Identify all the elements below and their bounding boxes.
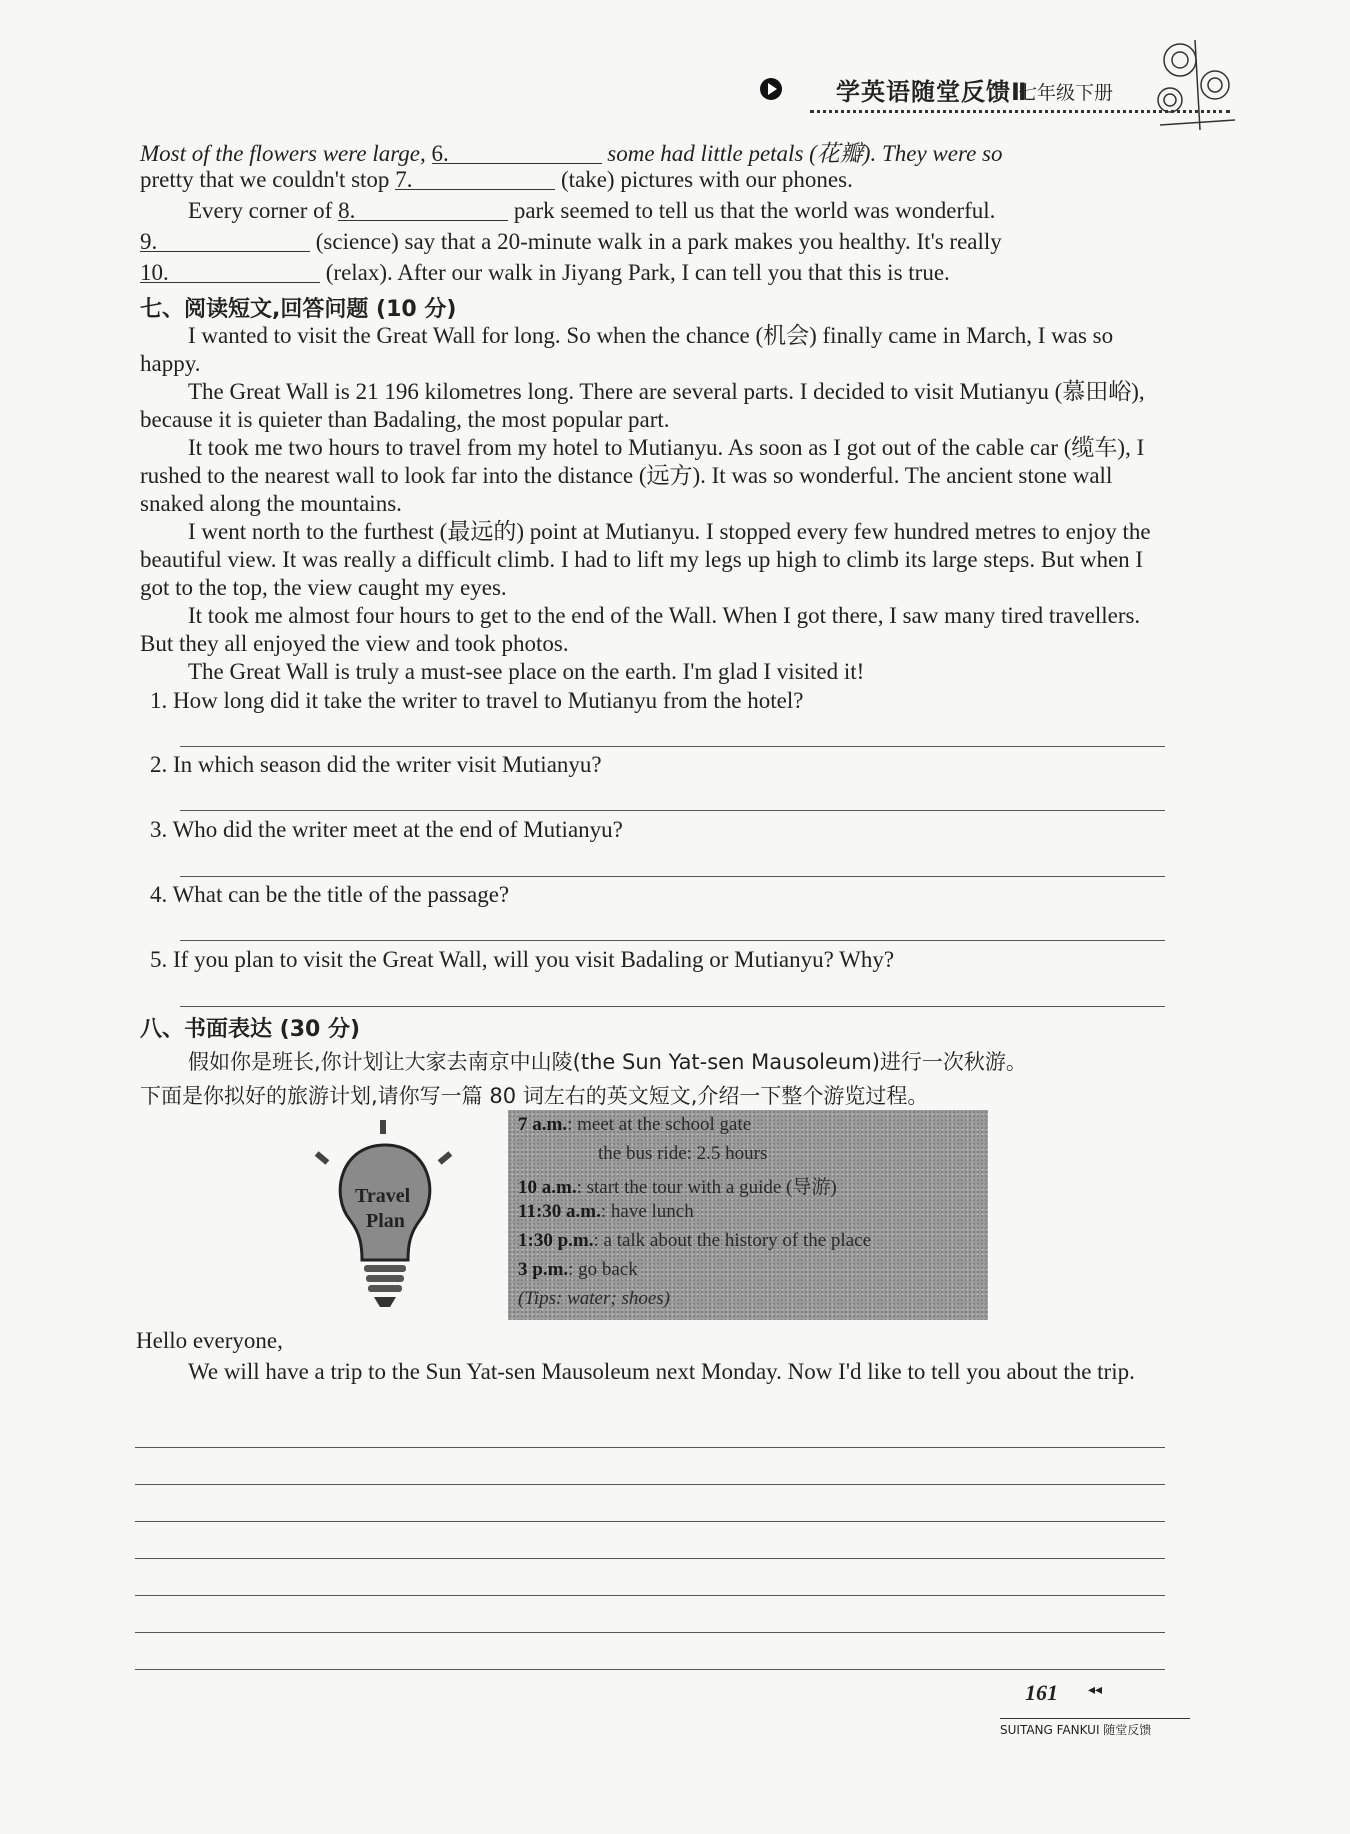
plan-row [518, 1172, 837, 1199]
plan-text: : start the tour with a guide (导游) [576, 1177, 837, 1198]
cloze-text: some had little petals (花瓣). They were so [607, 141, 1003, 166]
page-number: 161 [1025, 1680, 1058, 1705]
cloze-text: park seemed to tell us that the world was wonderful. [513, 198, 996, 223]
cloze-text: (science) say that a 20-minute walk in a park makes you healthy. It's really [315, 229, 1002, 254]
blank-number: 10. [140, 260, 169, 285]
writing-line[interactable] [135, 1595, 1165, 1596]
plan-time: 1:30 p.m. [518, 1230, 594, 1251]
passage-paragraph-5: It took me almost four hours to get to the end of the Wall. When I got there, I saw many tired travellers. But they all enjoyed the view and took photos. [140, 603, 1141, 656]
passage-paragraph-4: I went north to the furthest (最远的) point at Mutianyu. I stopped every few hundred metres to enjoy the beautiful view. It was really a difficult climb. I had to lift my legs up high to climb its large steps. But when I got to the top, the view caught my eyes. [140, 519, 1151, 600]
writing-line[interactable] [135, 1484, 1165, 1485]
question-3: 3. Who did the writer meet at the end of Mutianyu? [150, 817, 623, 842]
blank-6[interactable] [432, 141, 602, 164]
plan-row [518, 1201, 694, 1223]
blank-8[interactable] [338, 198, 508, 221]
plan-time: 10 a.m. [518, 1177, 577, 1198]
answer-line-4[interactable] [180, 940, 1165, 941]
question-4: 4. What can be the title of the passage? [150, 882, 510, 907]
section-8-heading: 八、书面表达 (30 分) [140, 1017, 361, 1042]
writing-line[interactable] [135, 1521, 1165, 1522]
blank-10[interactable] [140, 260, 320, 283]
writing-line[interactable] [135, 1669, 1165, 1670]
double-left-arrow-icon: ◂◂ [1088, 1683, 1103, 1698]
travel-plan-box [508, 1110, 988, 1320]
cloze-text: Every corner of [188, 198, 333, 223]
question-5: 5. If you plan to visit the Great Wall, will you visit Badaling or Mutianyu? Why? [150, 947, 895, 972]
answer-line-5[interactable] [180, 1006, 1165, 1007]
cloze-line-4 [140, 229, 1170, 255]
plan-text: : meet at the school gate [567, 1114, 752, 1135]
cloze-line-2 [140, 167, 1170, 193]
writing-line[interactable] [135, 1558, 1165, 1559]
plan-text: the bus ride: 2.5 hours [598, 1143, 768, 1164]
passage-paragraph-3: It took me two hours to travel from my hotel to Mutianyu. As soon as I got out of the cable car (缆车), I rushed to the nearest wall to look far into the distance (远方). It was so wonderful. The ancient stone wall snaked along the mountains. [140, 435, 1145, 516]
footer-brand: SUITANG FANKUI 随堂反馈 [1000, 1718, 1190, 1738]
answer-line-2[interactable] [180, 810, 1165, 811]
cloze-text: (relax). After our walk in Jiyang Park, I can tell you that this is true. [325, 260, 950, 285]
letter-greeting: Hello everyone, [136, 1328, 283, 1353]
plan-text: : have lunch [600, 1201, 694, 1222]
cloze-line-5 [140, 260, 1170, 286]
plan-text: : go back [568, 1259, 638, 1280]
answer-line-3[interactable] [180, 876, 1165, 877]
page-footer [1000, 1680, 1200, 1740]
blank-number: 8. [338, 198, 356, 223]
plan-row [518, 1114, 751, 1136]
plan-text: : a talk about the history of the place [593, 1230, 872, 1251]
passage-paragraph-6: The Great Wall is truly a must-see place on the earth. I'm glad I visited it! [188, 659, 865, 684]
plan-row [518, 1259, 638, 1281]
plan-row [518, 1288, 670, 1310]
letter-opening: We will have a trip to the Sun Yat-sen Mausoleum next Monday. Now I'd like to tell you about the trip. [188, 1359, 1135, 1384]
plan-row [598, 1143, 767, 1165]
blank-number: 7. [395, 167, 413, 192]
plan-text: (Tips: water; shoes) [518, 1288, 670, 1309]
bulb-label-travel: Travel [355, 1185, 411, 1207]
writing-prompt-1: 假如你是班长,你计划让大家去南京中山陵(the Sun Yat-sen Mausoleum)进行一次秋游。 [188, 1050, 1027, 1074]
passage-paragraph-2: The Great Wall is 21 196 kilometres long. There are several parts. I decided to visit Mutianyu (慕田峪), because it is quieter than Badaling, the most popular part. [140, 379, 1145, 432]
cloze-line-3 [188, 198, 1218, 224]
question-1: 1. How long did it take the writer to travel to Mutianyu from the hotel? [150, 688, 804, 713]
bulb-label-plan: Plan [366, 1210, 405, 1232]
flower-decoration-icon [1140, 30, 1250, 140]
writing-line[interactable] [135, 1632, 1165, 1633]
section-7-heading: 七、阅读短文,回答问题 (10 分) [140, 297, 457, 322]
cloze-text: pretty that we couldn't stop [140, 167, 390, 192]
blank-9[interactable] [140, 229, 310, 252]
plan-row [518, 1230, 871, 1252]
plan-time: 3 p.m. [518, 1259, 569, 1280]
blank-7[interactable] [395, 167, 555, 190]
question-2: 2. In which season did the writer visit Mutianyu? [150, 752, 602, 777]
blank-number: 6. [431, 141, 449, 166]
cloze-text: (take) pictures with our phones. [560, 167, 853, 192]
blank-number: 9. [140, 229, 158, 254]
cloze-line-1 [140, 135, 1170, 168]
answer-line-1[interactable] [180, 746, 1165, 747]
plan-time: 11:30 a.m. [518, 1201, 601, 1222]
writing-line[interactable] [135, 1447, 1165, 1448]
writing-prompt-2: 下面是你拟好的旅游计划,请你写一篇 80 词左右的英文短文,介绍一下整个游览过程。 [140, 1084, 929, 1108]
cloze-text: Most of the flowers were large, [140, 141, 426, 166]
play-icon [760, 78, 782, 100]
passage-paragraph-1: I wanted to visit the Great Wall for long. So when the chance (机会) finally came in March, I was so happy. [140, 323, 1114, 376]
plan-time: 7 a.m. [518, 1114, 568, 1135]
book-title: 学英语随堂反馈Ⅱ [836, 78, 1028, 106]
grade-label: 七年级下册 [1018, 82, 1114, 104]
